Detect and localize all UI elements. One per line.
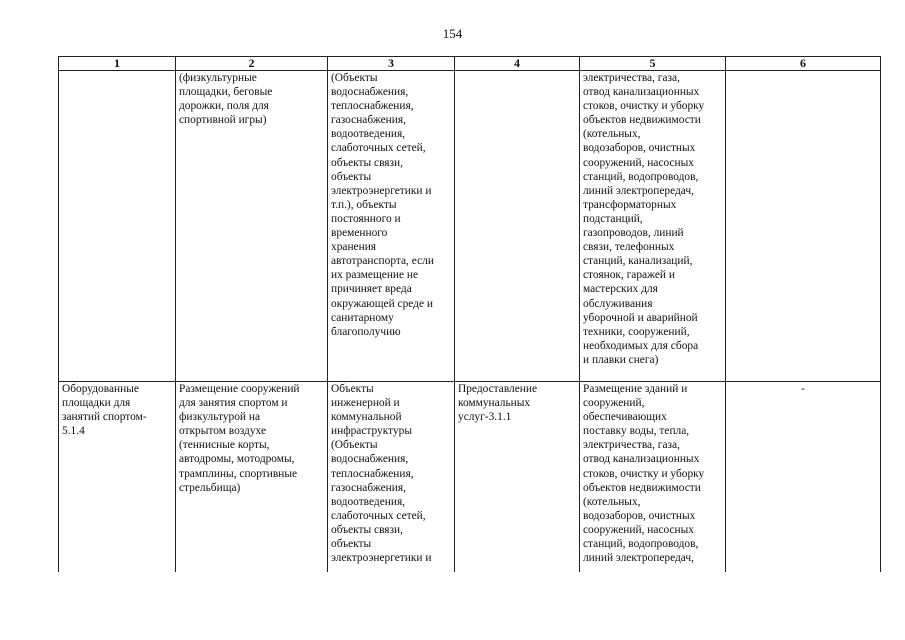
- table-row: [59, 382, 881, 573]
- table-row: [59, 71, 881, 382]
- table-cell: Оборудованные площадки для занятий спортом- 5.1.4: [59, 382, 176, 573]
- table-cell: [59, 71, 176, 382]
- table-cell: Объекты инженерной и коммунальной инфраструктуры (Объекты водоснабжения, теплоснабжения, газоснабжения, водоотведения, слаботочных сетей, объекты связи, объекты электроэнергетики и: [328, 382, 455, 573]
- page-number: 154: [442, 26, 463, 41]
- table-cell: [455, 71, 580, 382]
- column-header-5: 5: [580, 57, 726, 71]
- table-cell: Предоставление коммунальных услуг-3.1.1: [455, 382, 580, 573]
- column-header-2: 2: [176, 57, 328, 71]
- table-cell: электричества, газа, отвод канализационных стоков, очистку и уборку объектов недвижимости (котельных, водозаборов, очистных сооружений, насосных станций, водопроводов, линий электропередач, трансформаторных подстанций, газопроводов, линий связи, телефонных станций, канализаций, стоянок, гаражей и мастерских для обслуживания уборочной и аварийной техники, сооружений, необходимых для сбора и плавки снега): [580, 71, 726, 382]
- table-cell: -: [726, 382, 881, 573]
- table-cell: [726, 71, 881, 382]
- column-header-4: 4: [455, 57, 580, 71]
- table-cell: (Объекты водоснабжения, теплоснабжения, газоснабжения, водоотведения, слаботочных сетей, объекты связи, объекты электроэнергетики и т.п.), объекты постоянного и временного хранения автотранспорта, если их размещение не причиняет вреда окружающей среде и санитарному благополучию: [328, 71, 455, 382]
- table-cell: Размещение сооружений для занятия спортом и физкультурой на открытом воздухе (теннисные корты, автодромы, мотодромы, трамплины, спортивные стрельбища): [176, 382, 328, 573]
- column-header-1: 1: [59, 57, 176, 71]
- table-cell: (физкультурные площадки, беговые дорожки, поля для спортивной игры): [176, 71, 328, 382]
- column-header-3: 3: [328, 57, 455, 71]
- header-row: [59, 57, 881, 71]
- data-table: [58, 56, 881, 572]
- column-header-6: 6: [726, 57, 881, 71]
- table-cell: Размещение зданий и сооружений, обеспечивающих поставку воды, тепла, электричества, газа, отвод канализационных стоков, очистку и уборку объектов недвижимости (котельных, водозаборов, очистных сооружений, насосных станций, водопроводов, линий электропередач,: [580, 382, 726, 573]
